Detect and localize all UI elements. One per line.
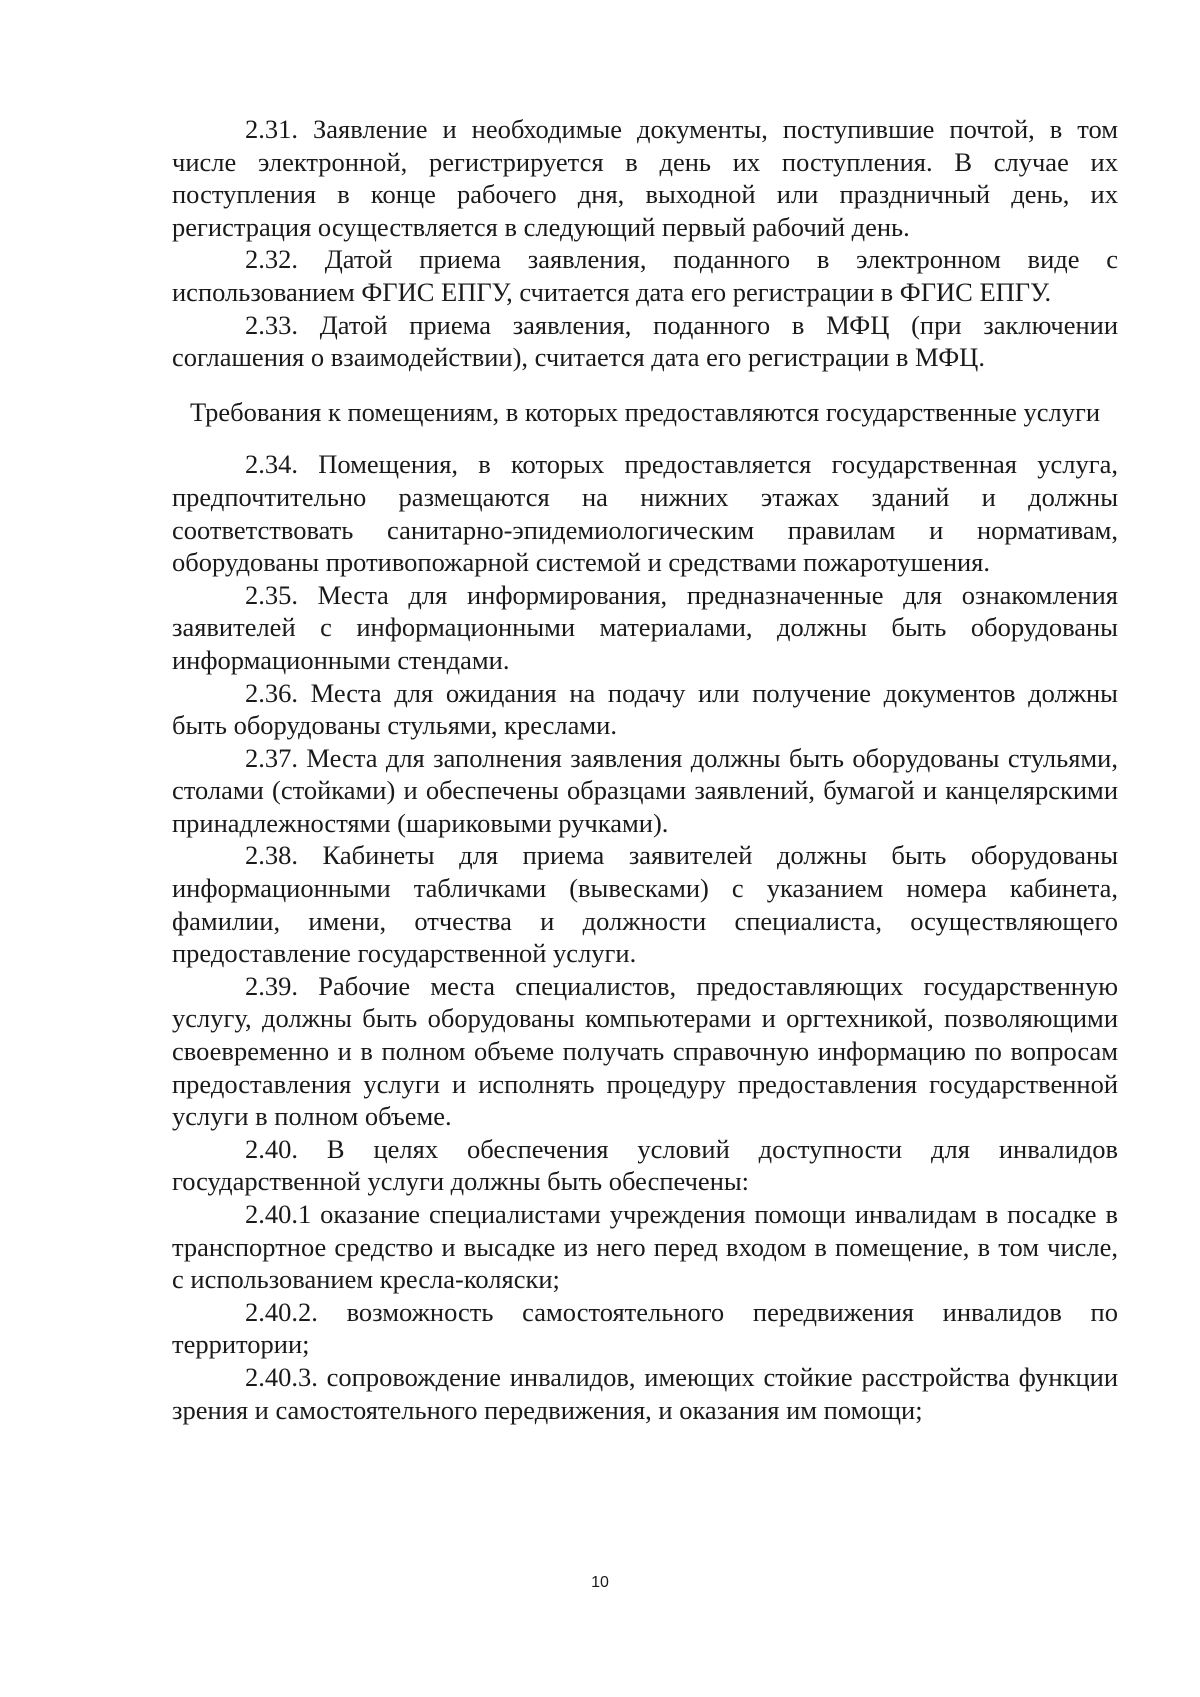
paragraph-2-31: 2.31. Заявление и необходимые документы, поступившие почтой, в том числе электронной, регистрируется в день их поступления. В случае их поступления в конце рабочего дня, выходной или праздничный день, их регистрация осуществляется в следующий первый рабочий день. xyxy=(172,114,1118,242)
page-number: 10 xyxy=(591,1574,609,1591)
section-heading: Требования к помещениям, в которых предоставляются государственные услуги xyxy=(189,396,1101,427)
paragraph-2-33: 2.33. Датой приема заявления, поданного в МФЦ (при заключении соглашения о взаимодействии), считается дата его регистрации в МФЦ. xyxy=(172,309,1118,373)
paragraph-2-39: 2.39. Рабочие места специалистов, предоставляющих государственную услугу, должны быть оборудованы компьютерами и оргтехникой, позволяющими своевременно и в полном объеме получать справочную информацию по вопросам предоставления услуги и исполнять процедуру предоставления государственной услуги в полном объеме. xyxy=(172,970,1118,1132)
paragraph-2-37: 2.37. Места для заполнения заявления должны быть оборудованы стульями, столами (стойками) и обеспечены образцами заявлений, бумагой и канцелярскими принадлежностями (шариковыми ручками). xyxy=(172,742,1118,838)
paragraph-2-36: 2.36. Места для ожидания на подачу или получение документов должны быть оборудованы стульями, креслами. xyxy=(172,677,1118,741)
paragraph-2-40-3: 2.40.3. сопровождение инвалидов, имеющих стойкие расстройства функции зрения и самостоятельного передвижения, и оказания им помощи; xyxy=(172,1361,1118,1425)
paragraph-2-40-1: 2.40.1 оказание специалистами учреждения помощи инвалидам в посадке в транспортное средство и высадке из него перед входом в помещение, в том числе, с использованием кресла-коляски; xyxy=(172,1199,1118,1295)
paragraph-2-38: 2.38. Кабинеты для приема заявителей должны быть оборудованы информационными табличками (вывесками) с указанием номера кабинета, фамилии, имени, отчества и должности специалиста, осуществляющего предоставление государственной услуги. xyxy=(172,840,1118,969)
paragraph-2-35: 2.35. Места для информирования, предназначенные для ознакомления заявителей с информационными материалами, должны быть оборудованы информационными стендами. xyxy=(172,579,1118,675)
paragraph-2-32: 2.32. Датой приема заявления, поданного в электронном виде с использованием ФГИС ЕПГУ, считается дата его регистрации в ФГИС ЕПГУ. xyxy=(172,244,1118,307)
spacer xyxy=(172,428,1118,448)
spacer xyxy=(172,374,1118,396)
paragraph-2-40-2: 2.40.2. возможность самостоятельного передвижения инвалидов по территории; xyxy=(172,1296,1118,1360)
document-page xyxy=(172,113,1118,1426)
paragraph-2-34: 2.34. Помещения, в которых предоставляется государственная услуга, предпочтительно размещаются на нижних этажах зданий и должны соответствовать санитарно-эпидемиологическим правилам и нормативам, оборудованы противопожарной системой и средствами пожаротушения. xyxy=(172,449,1118,578)
paragraph-2-40: 2.40. В целях обеспечения условий доступности для инвалидов государственной услуги должны быть обеспечены: xyxy=(172,1133,1118,1197)
